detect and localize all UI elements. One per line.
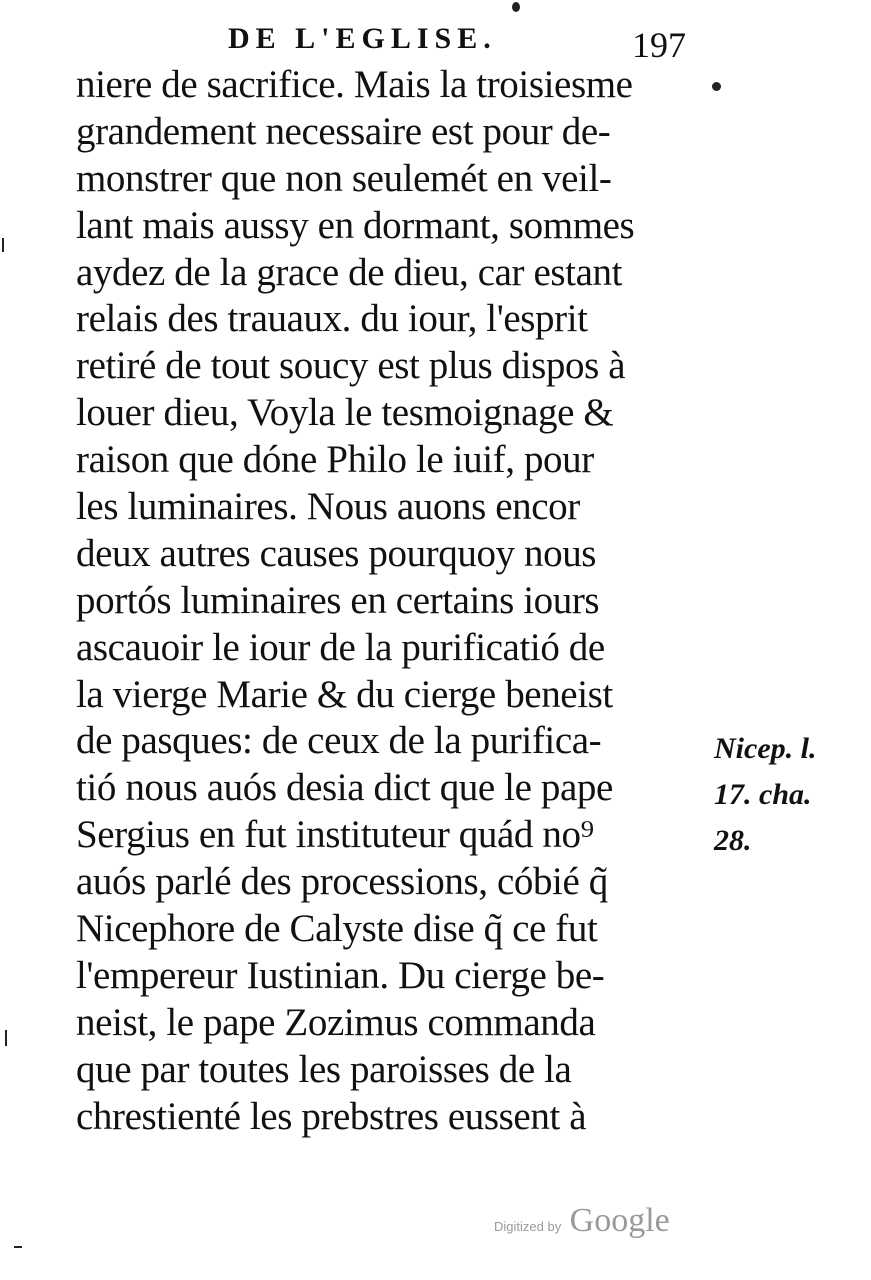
marginal-note-line: 17. cha. (714, 778, 812, 811)
text-line: tió nous auós desia dict que le pape (76, 766, 613, 810)
text-line: raison que dóne Philo le iuif, pour (76, 438, 594, 482)
ink-speck (2, 238, 4, 252)
text-line: Nicephore de Calyste dise q̃ ce fut (76, 907, 598, 951)
ink-speck (512, 2, 520, 12)
ink-speck (14, 1246, 22, 1248)
body-text (76, 62, 716, 1140)
text-line: la vierge Marie & du cierge beneist (76, 672, 613, 716)
text-line: les luminaires. Nous auons encor (76, 485, 580, 529)
page-number: 197 (632, 25, 686, 65)
ink-speck (712, 82, 721, 91)
text-line: deux autres causes pourquoy nous (76, 531, 597, 575)
text-line: chrestienté les prebstres eussent à (76, 1094, 587, 1138)
digitized-watermark (494, 1202, 670, 1240)
digitized-prefix: Digitized by (494, 1219, 562, 1234)
text-line: louer dieu, Voyla le tesmoignage & (76, 391, 614, 435)
text-line: de pasques: de ceux de la purifica- (76, 719, 602, 763)
text-line: niere de sacrifice. Mais la troisiesme (76, 63, 633, 106)
text-line: aydez de la grace de dieu, car estant (76, 250, 623, 294)
ink-speck (5, 1030, 7, 1046)
text-line: portós luminaires en certains iours (76, 578, 600, 622)
marginal-note (714, 726, 864, 864)
text-line: l'empereur Iustinian. Du cierge be- (76, 953, 605, 997)
text-line: Sergius en fut instituteur quád no⁹ (76, 813, 594, 857)
text-line: grandement necessaire est pour de- (76, 109, 611, 153)
google-wordmark: Google (569, 1202, 670, 1239)
marginal-note-line: 28. (714, 824, 752, 857)
text-line: lant mais aussy en dormant, sommes (76, 203, 635, 247)
marginal-note-line: Nicep. l. (714, 732, 817, 765)
text-line: auós parlé des processions, cóbié q̃ (76, 860, 608, 904)
text-line: monstrer que non seulemét en veil- (76, 156, 612, 200)
text-line: retiré de tout soucy est plus dispos à (76, 344, 626, 388)
text-line: neist, le pape Zozimus commanda (76, 1000, 596, 1044)
text-line: que par toutes les paroisses de la (76, 1047, 572, 1091)
text-line: relais des trauaux. du iour, l'esprit (76, 297, 588, 341)
running-head: DE L'EGLISE. (228, 22, 497, 55)
text-line: ascauoir le iour de la purificatió de (76, 625, 605, 669)
